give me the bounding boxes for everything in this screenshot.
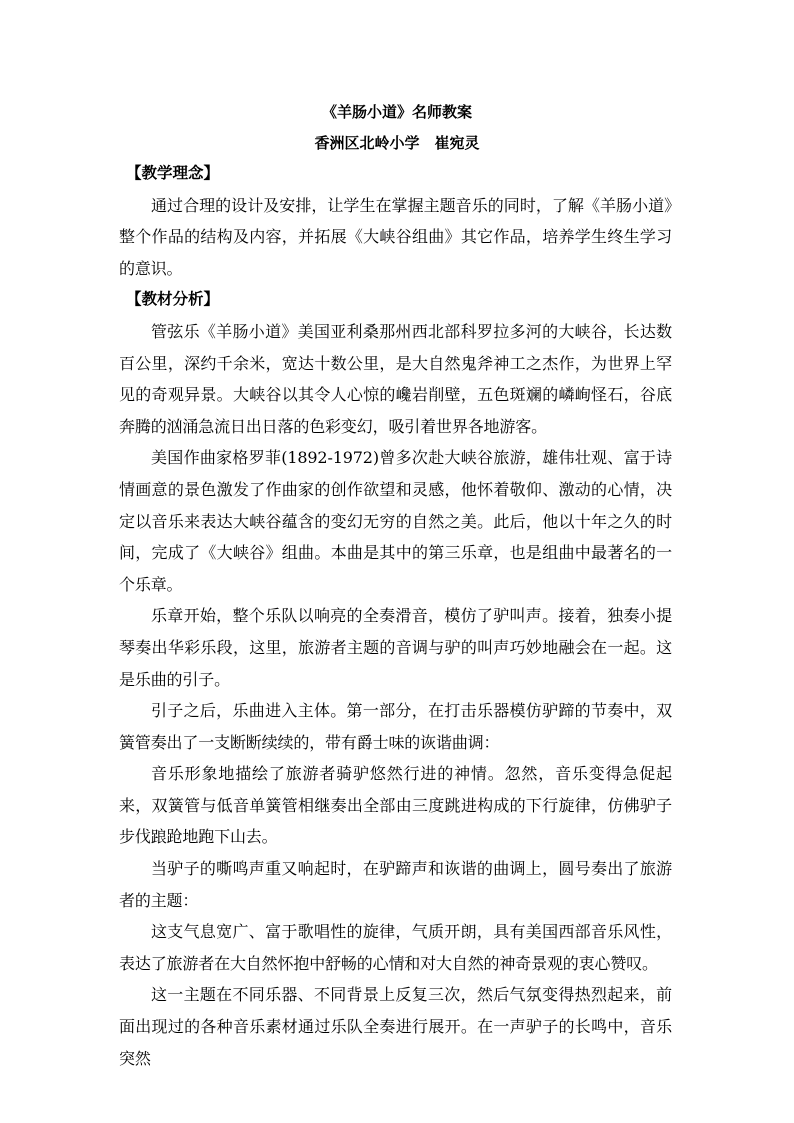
paragraph: 乐章开始，整个乐队以响亮的全奏滑音，模仿了驴叫声。接着，独奏小提琴奏出华彩乐段，这里，旅游者主题的音调与驴的叫声巧妙地融会在一起。这是乐曲的引子。 <box>119 606 672 689</box>
section-material-analysis <box>119 284 672 1074</box>
section-teaching-concept <box>119 158 672 284</box>
paragraph: 当驴子的嘶鸣声重又响起时，在驴蹄声和诙谐的曲调上，圆号奏出了旅游者的主题： <box>119 859 672 910</box>
section-heading: 【教材分析】 <box>126 290 220 309</box>
document-title: 《羊肠小道》名师教案 <box>321 103 472 121</box>
document-body <box>119 158 672 1074</box>
section-heading: 【教学理念】 <box>126 164 220 182</box>
paragraph: 通过合理的设计及安排，让学生在掌握主题音乐的同时，了解《羊肠小道》整个作品的结构及内容，并拓展《大峡谷组曲》其它作品，培养学生终生学习的意识。 <box>119 195 672 278</box>
paragraph: 美国作曲家格罗菲(1892-1972)曾多次赴大峡谷旅游，雄伟壮观、富于诗情画意的景色激发了作曲家的创作欲望和灵感，他怀着敬仰、激动的心情，决定以音乐来表达大峡谷蕴含的变幻无穷的自然之美。此后，他以十年之久的时间，完成了《大峡谷》组曲。本曲是其中的第三乐章，也是组曲中最著名的一个乐章。 <box>119 448 672 594</box>
paragraph: 音乐形象地描绘了旅游者骑驴悠然行进的神情。忽然，音乐变得急促起来，双簧管与低音单簧管相继奏出全部由三度跳进构成的下行旋律，仿佛驴子步伐踉跄地跑下山去。 <box>119 764 672 847</box>
paragraph: 管弦乐《羊肠小道》美国亚利桑那州西北部科罗拉多河的大峡谷，长达数百公里，深约千余米，宽达十数公里，是大自然鬼斧神工之杰作，为世界上罕见的奇观异景。大峡谷以其令人心惊的巉岩削壁，五色斑斓的嶙峋怪石，谷底奔腾的汹涌急流日出日落的色彩变幻，吸引着世界各地游客。 <box>119 321 672 436</box>
paragraph: 这一主题在不同乐器、不同背景上反复三次，然后气氛变得热烈起来，前面出现过的各种音乐素材通过乐队全奏进行展开。在一声驴子的长鸣中，音乐突然 <box>119 985 672 1068</box>
paragraph: 引子之后，乐曲进入主体。第一部分，在打击乐器模仿驴蹄的节奏中，双簧管奏出了一支断断续续的，带有爵士味的诙谐曲调： <box>119 701 672 752</box>
document-author: 香洲区北岭小学 崔宛灵 <box>314 134 480 152</box>
paragraph: 这支气息宽广、富于歌唱性的旋律，气质开朗，具有美国西部音乐风性，表达了旅游者在大自然怀抱中舒畅的心情和对大自然的神奇景观的衷心赞叹。 <box>119 922 672 973</box>
